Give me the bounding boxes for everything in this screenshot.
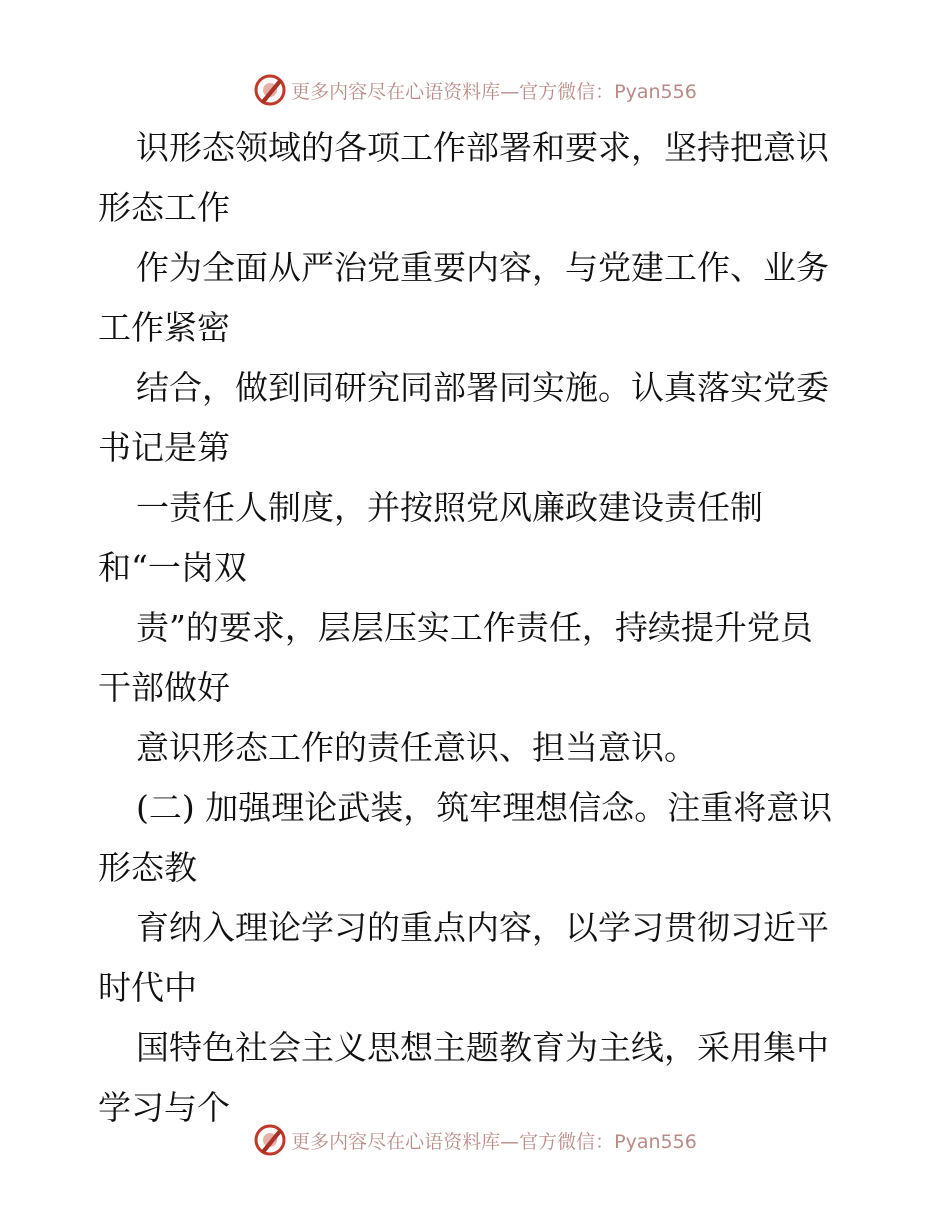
footer-banner [0,1120,950,1160]
header-banner-text: 更多内容尽在心语资料库—官方微信：Pyan556 [291,80,697,103]
text-line: 形态工作 [98,188,230,227]
pen-circle-logo-icon [253,1123,287,1157]
text-line: 意识形态工作的责任意识、担当意识。 [136,728,697,767]
text-line: 时代中 [98,968,197,1007]
text-line: 一责任人制度，并按照党风廉政建设责任制 [136,488,763,527]
section-heading-line: (二) 加强理论武装，筑牢理想信念。注重将意识 [136,788,833,827]
text-line: 学习与个 [98,1088,230,1127]
text-line: 和“一岗双 [98,548,247,587]
text-line: 育纳入理论学习的重点内容，以学习贯彻习近平 [136,908,829,947]
text-line: 作为全面从严治党重要内容，与党建工作、业务 [136,248,829,287]
text-line: 工作紧密 [98,308,230,347]
header-banner [0,70,950,110]
text-line: 责”的要求，层层压实工作责任，持续提升党员 [136,608,813,647]
text-line: 国特色社会主义思想主题教育为主线，采用集中 [136,1028,829,1067]
text-line: 干部做好 [98,668,230,707]
pen-circle-logo-icon [253,73,287,107]
text-line: 形态教 [98,848,197,887]
text-line: 识形态领域的各项工作部署和要求，坚持把意识 [136,128,829,167]
text-line: 结合，做到同研究同部署同实施。认真落实党委 [136,368,829,407]
footer-banner-text: 更多内容尽在心语资料库—官方微信：Pyan556 [291,1130,697,1153]
document-body [98,118,858,1138]
text-line: 书记是第 [98,428,230,467]
